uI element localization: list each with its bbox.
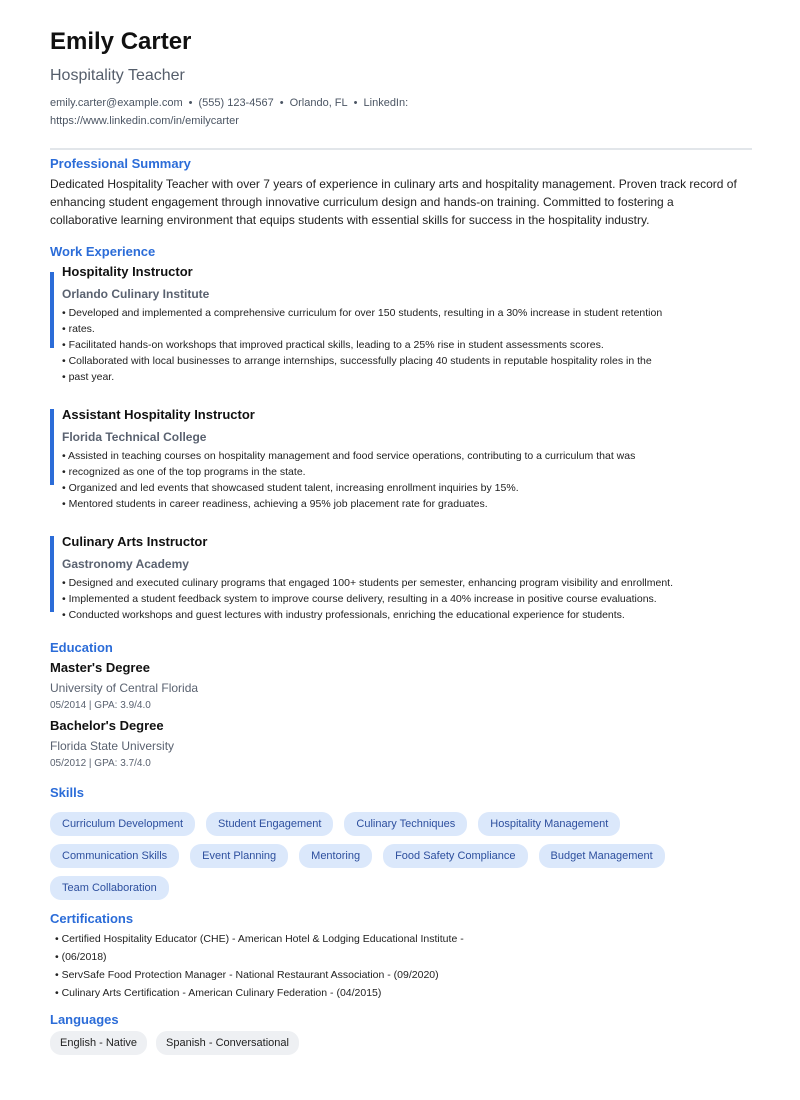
resume-page — [50, 28, 752, 1055]
certifications-list — [50, 930, 752, 1002]
languages-list — [50, 1031, 752, 1055]
certification-item: • ServSafe Food Protection Manager - National Restaurant Association - (09/2020) — [55, 969, 439, 981]
skill-chip: Student Engagement — [206, 812, 333, 836]
skill-chip: Event Planning — [190, 844, 288, 868]
candidate-title: Hospitality Teacher — [50, 67, 185, 84]
education-entry — [50, 660, 752, 714]
experience-heading: Work Experience — [50, 244, 156, 259]
job-bullets — [62, 448, 752, 512]
degree-name: Master's Degree — [50, 660, 150, 675]
skill-chip: Team Collaboration — [50, 876, 169, 900]
contact-info: emily.carter@example.com • (555) 123-4567 • Orlando, FL • LinkedIn: https://www.linkedin.com/in/emilycarter — [50, 94, 752, 130]
school-name: Florida State University — [50, 739, 175, 753]
job-bullet: • Implemented a student feedback system to improve course delivery, resulting in a 40% increase in positive course evaluations. — [62, 593, 657, 605]
degree-name: Bachelor's Degree — [50, 718, 164, 733]
job-bullets — [62, 575, 752, 623]
job-company: Florida Technical College — [62, 430, 207, 444]
skill-chip: Budget Management — [539, 844, 665, 868]
contact-linkedin-url[interactable]: https://www.linkedin.com/in/emilycarter — [50, 115, 239, 127]
contact-linkedin-label: LinkedIn: — [363, 97, 409, 109]
contact-phone: (555) 123-4567 — [198, 97, 274, 109]
skill-chip: Communication Skills — [50, 844, 179, 868]
education-meta: 05/2012 | GPA: 3.7/4.0 — [50, 758, 151, 769]
skill-chip: Curriculum Development — [50, 812, 195, 836]
job-company: Orlando Culinary Institute — [62, 287, 210, 301]
job-bullet: • past year. — [62, 371, 115, 383]
summary-heading: Professional Summary — [50, 156, 191, 171]
certification-item: • (06/2018) — [55, 951, 107, 963]
skills-heading: Skills — [50, 785, 84, 800]
job-bullet: • rates. — [62, 323, 95, 335]
job-bullet: • Designed and executed culinary programs that engaged 100+ students per semester, enhancing program visibility and enrollment. — [62, 577, 673, 589]
education-heading: Education — [50, 640, 113, 655]
job-entry — [50, 407, 752, 512]
job-title: Assistant Hospitality Instructor — [62, 407, 255, 422]
job-accent-bar — [50, 272, 54, 348]
skills-list — [50, 812, 752, 900]
job-title: Culinary Arts Instructor — [62, 534, 208, 549]
languages-heading: Languages — [50, 1012, 119, 1027]
job-bullet: • recognized as one of the top programs in the state. — [62, 466, 306, 478]
job-bullet: • Mentored students in career readiness, achieving a 95% job placement rate for graduates. — [62, 498, 488, 510]
job-title: Hospitality Instructor — [62, 264, 193, 279]
school-name: University of Central Florida — [50, 681, 199, 695]
candidate-name: Emily Carter — [50, 28, 192, 55]
header-divider — [50, 148, 752, 150]
education-meta: 05/2014 | GPA: 3.9/4.0 — [50, 700, 151, 711]
job-bullet: • Conducted workshops and guest lectures with industry professionals, enriching the educational experience for students. — [62, 609, 625, 621]
skill-chip: Culinary Techniques — [344, 812, 467, 836]
job-accent-bar — [50, 409, 54, 485]
job-entry — [50, 264, 752, 385]
job-company: Gastronomy Academy — [62, 557, 189, 571]
certifications-heading: Certifications — [50, 911, 134, 926]
job-bullet: • Organized and led events that showcased student talent, increasing enrollment inquiries by 15%. — [62, 482, 519, 494]
certification-item: • Culinary Arts Certification - American Culinary Federation - (04/2015) — [55, 987, 382, 999]
summary-text: Dedicated Hospitality Teacher with over 7 years of experience in culinary arts and hospitality management. Proven track record of enhancing student engagement through innovative curriculum design and hands-on training. Committed to fostering a collaborative learning environment that equips students with essential skills for success in the hospitality industry. — [50, 177, 737, 227]
job-bullet: • Collaborated with local businesses to arrange internships, successfully placing 40 students in reputable hospitality roles in the — [62, 355, 652, 367]
job-entry — [50, 534, 752, 623]
skill-chip: Food Safety Compliance — [383, 844, 527, 868]
language-chip: Spanish - Conversational — [156, 1031, 299, 1055]
skill-chip: Hospitality Management — [478, 812, 620, 836]
job-accent-bar — [50, 536, 54, 612]
job-bullets — [62, 305, 752, 385]
language-chip: English - Native — [50, 1031, 147, 1055]
contact-location: Orlando, FL — [289, 97, 348, 109]
contact-email[interactable]: emily.carter@example.com — [50, 97, 183, 109]
job-bullet: • Developed and implemented a comprehensive curriculum for over 150 students, resulting in a 30% increase in student retention — [62, 307, 663, 319]
job-bullet: • Assisted in teaching courses on hospitality management and food service operations, contributing to a curriculum that was — [62, 450, 636, 462]
job-bullet: • Facilitated hands-on workshops that improved practical skills, leading to a 25% rise in student assessments scores. — [62, 339, 604, 351]
certification-item: • Certified Hospitality Educator (CHE) - American Hotel & Lodging Educational Institute - — [55, 933, 464, 945]
education-entry — [50, 718, 752, 772]
skill-chip: Mentoring — [299, 844, 372, 868]
